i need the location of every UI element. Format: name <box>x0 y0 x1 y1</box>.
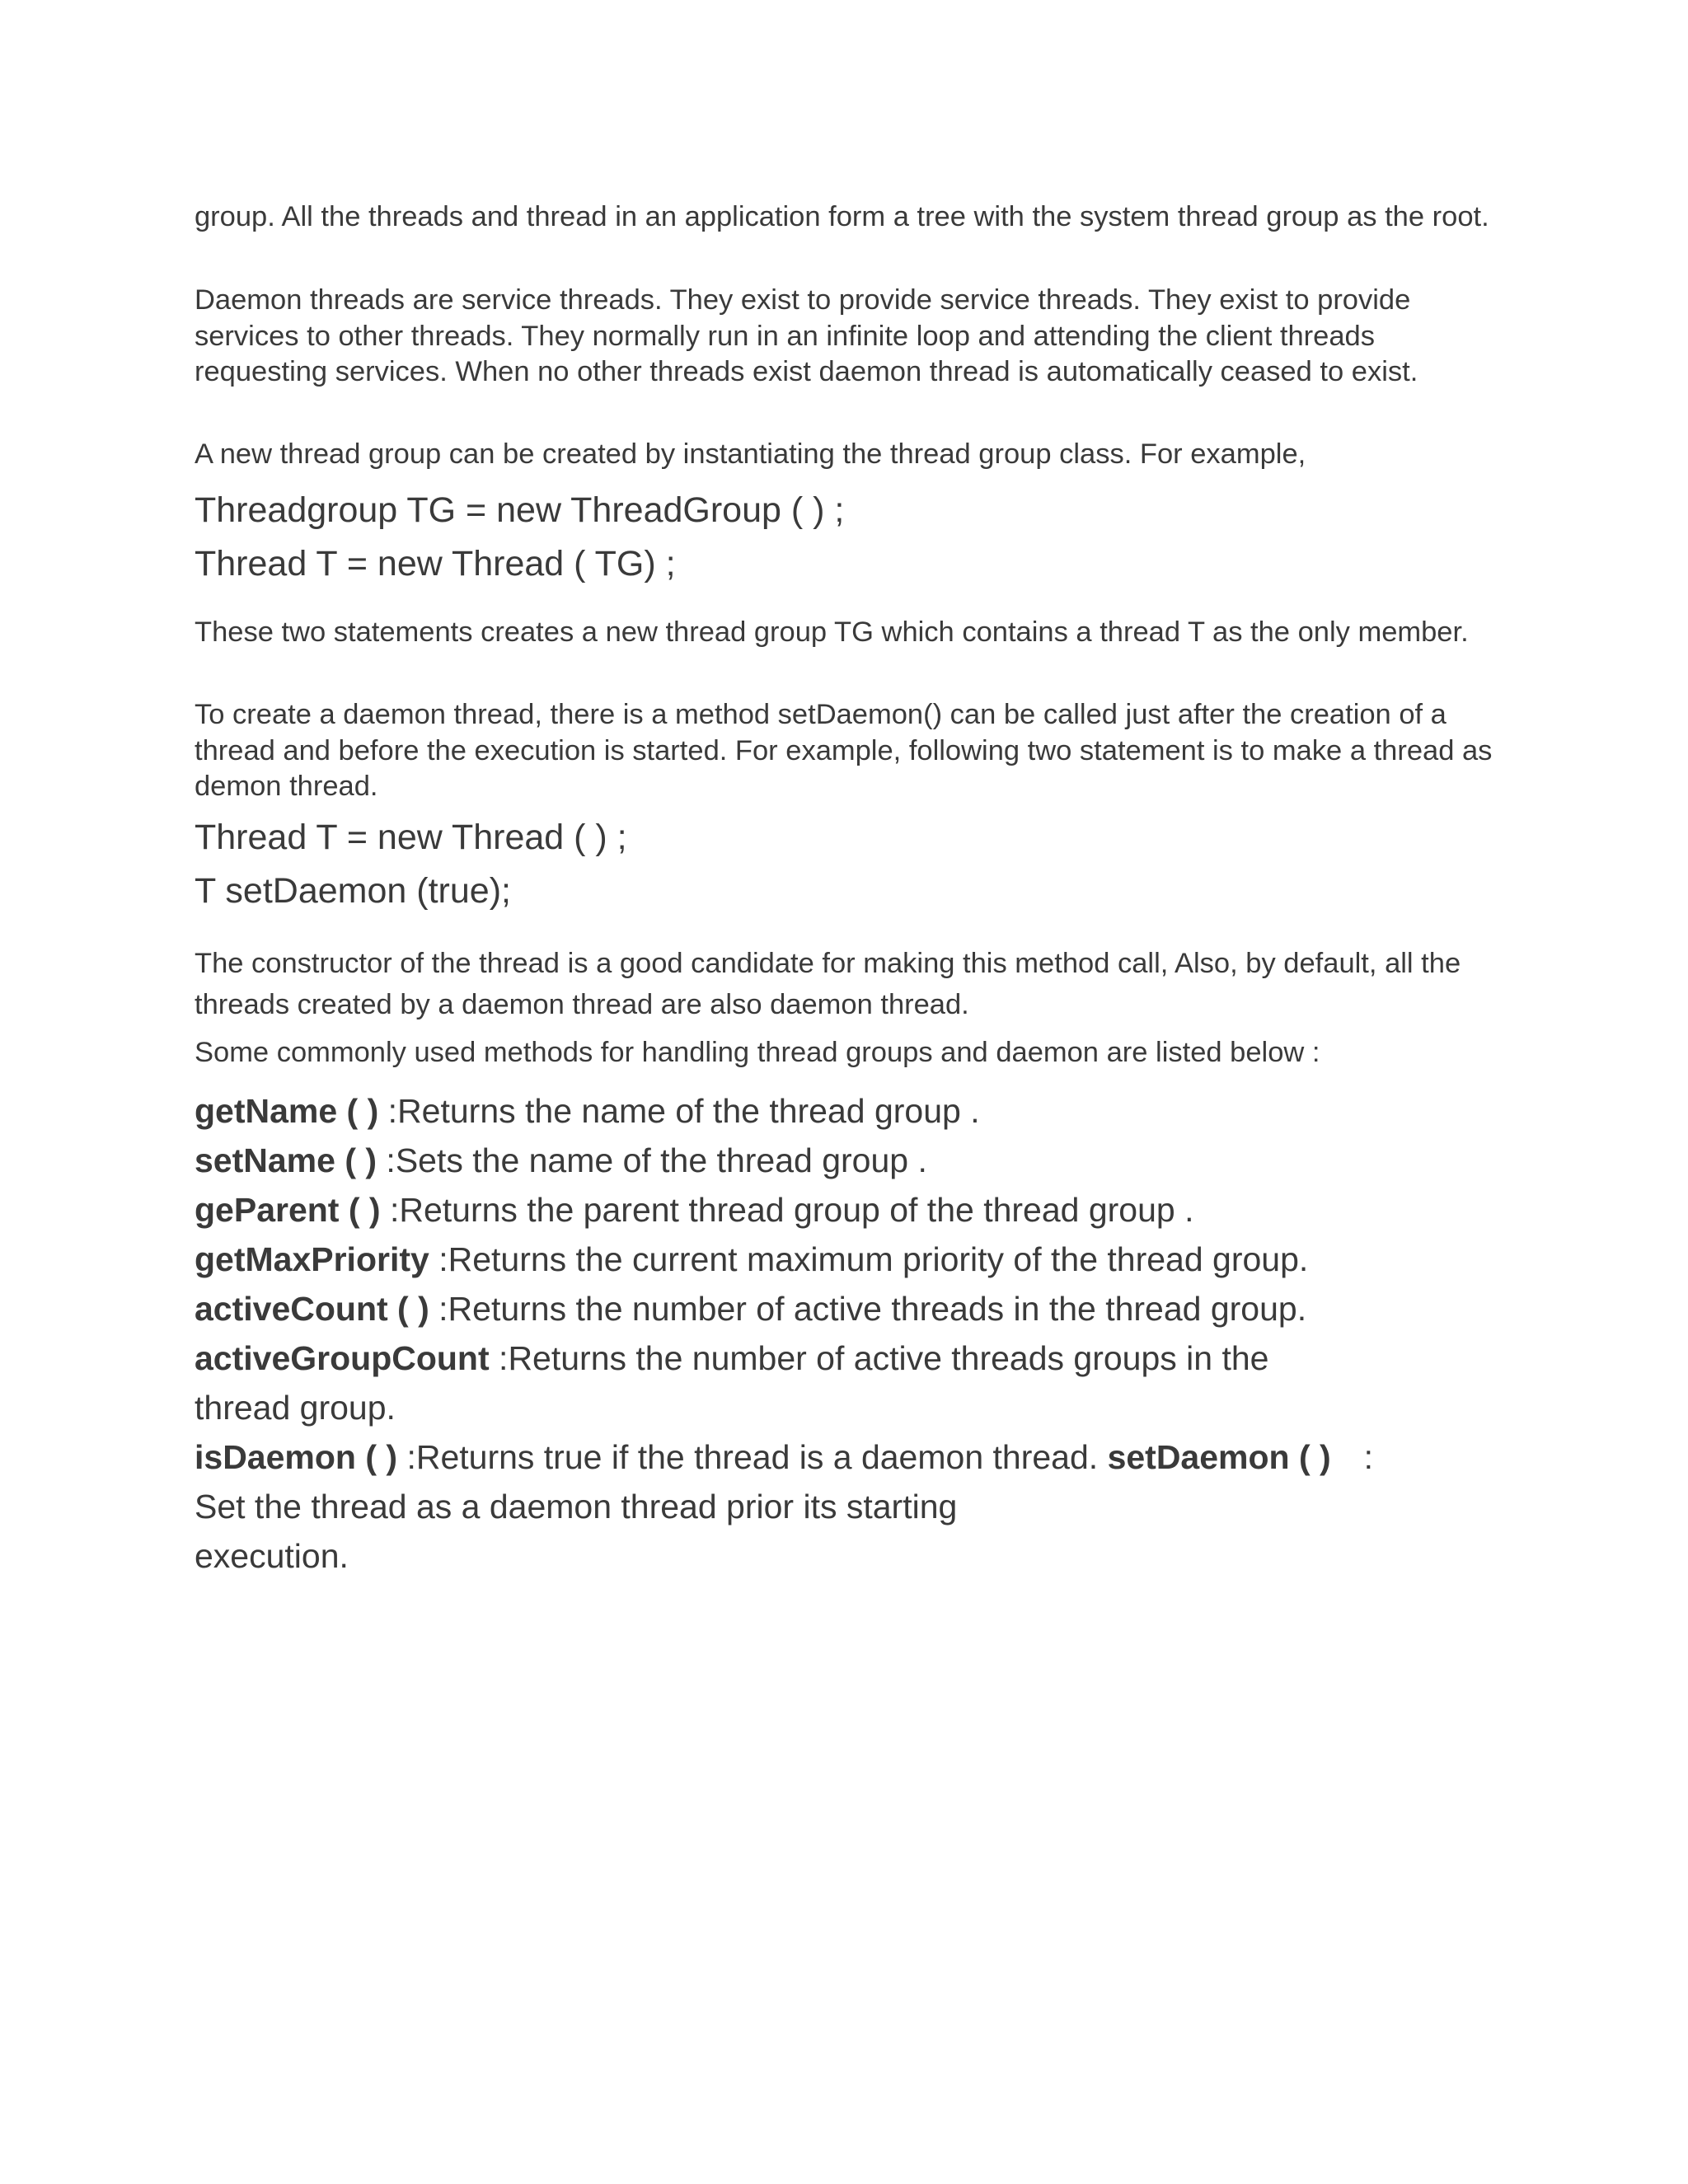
method-item <box>195 1235 1480 1284</box>
method-name: isDaemon ( ) <box>195 1438 398 1476</box>
paragraph-create-daemon: To create a daemon thread, there is a method setDaemon() can be called just after the creation of a thread and before the execution is started. For example, following two statement is to make a thread as demon thread. <box>195 699 1493 802</box>
method-description: :Returns true if the thread is a daemon thread. <box>406 1438 1099 1476</box>
method-description: :Returns the current maximum priority of the thread group. <box>438 1240 1309 1278</box>
method-item <box>195 1136 1480 1185</box>
paragraph-daemon-threads: Daemon threads are service threads. They exist to provide service threads. They exist to provide services to other threads. They normally run in an infinite loop and attending the client threads requesting services. When no other threads exist daemon thread is automatically ceased to exist. <box>195 284 1418 387</box>
paragraph-constructor: The constructor of the thread is a good candidate for making this method call, Also, by default, all the threads created by a daemon thread are also daemon thread. <box>195 948 1461 1020</box>
code-thread-create-tg: Thread T = new Thread ( TG) ; <box>195 544 676 583</box>
method-description: :Returns the name of the thread group . <box>387 1092 980 1130</box>
code-thread-create: Thread T = new Thread ( ) ; <box>195 818 627 857</box>
method-description-continued: Set the thread as a daemon thread prior its starting <box>195 1488 958 1526</box>
method-description: : <box>1363 1438 1374 1476</box>
method-item <box>195 1333 1373 1432</box>
paragraph-methods-intro: Some commonly used methods for handling thread groups and daemon are listed below : <box>195 1037 1320 1068</box>
method-description: :Sets the name of the thread group . <box>386 1141 927 1179</box>
method-description-continued: execution. <box>195 1537 349 1575</box>
method-item <box>195 1086 1480 1136</box>
code-threadgroup-create: Threadgroup TG = new ThreadGroup ( ) ; <box>195 490 845 530</box>
method-description: :Returns the number of active threads in the thread group. <box>438 1290 1307 1328</box>
method-name: setName ( ) <box>195 1141 377 1179</box>
method-item <box>195 1432 1480 1482</box>
method-name: getName ( ) <box>195 1092 379 1130</box>
method-name: setDaemon ( ) <box>1107 1438 1331 1476</box>
code-set-daemon: T setDaemon (true); <box>195 871 511 911</box>
method-name: activeCount ( ) <box>195 1290 429 1328</box>
method-name: activeGroupCount <box>195 1339 490 1377</box>
method-description: :Returns the parent thread group of the thread group . <box>389 1191 1194 1229</box>
method-name: getMaxPriority <box>195 1240 429 1278</box>
method-name: geParent ( ) <box>195 1191 381 1229</box>
method-item <box>195 1284 1480 1333</box>
method-description: :Returns the number of active threads groups in the thread group. <box>195 1339 1269 1427</box>
paragraph-new-thread-group: A new thread group can be created by instantiating the thread group class. For example, <box>195 438 1306 470</box>
paragraph-two-statements: These two statements creates a new thread group TG which contains a thread T as the only member. <box>195 616 1469 648</box>
method-item <box>195 1185 1480 1235</box>
methods-list <box>195 1086 1480 1581</box>
paragraph-thread-tree: group. All the threads and thread in an application form a tree with the system thread group as the root. <box>195 201 1489 232</box>
